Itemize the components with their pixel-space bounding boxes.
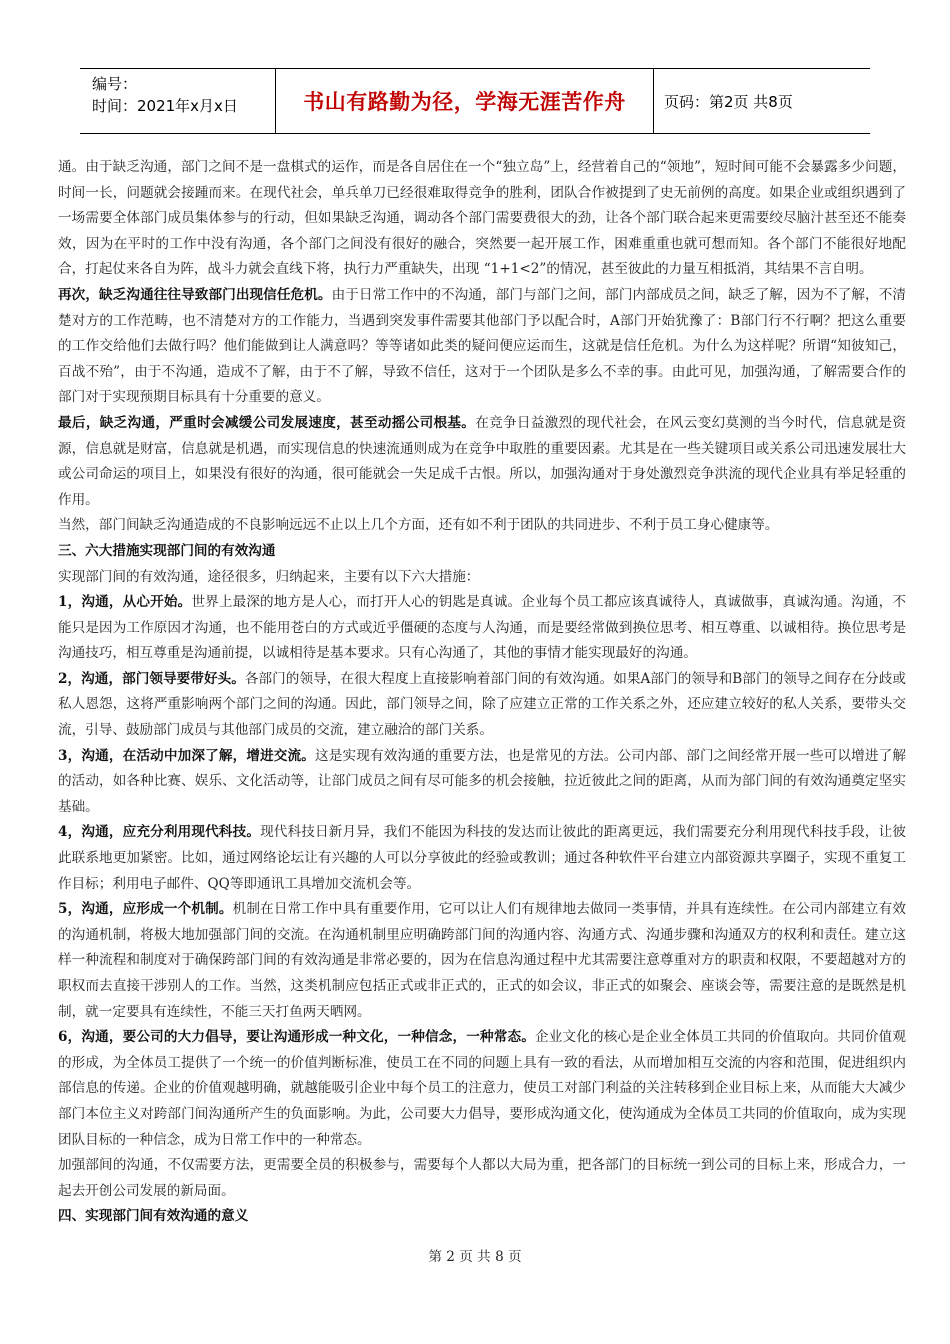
paragraph	[58, 820, 906, 897]
paragraph	[58, 155, 906, 283]
paragraph	[58, 411, 906, 513]
paragraph-bold-lead: 4，沟通，应充分利用现代科技。	[58, 824, 261, 841]
paragraph-bold-lead: 5，沟通，应形成一个机制。	[58, 901, 233, 918]
paragraph-text: 各部门的领导，在很大程度上直接影响着部门间的有效沟通。如果A部门的领导和B部门的领导之间存在分歧或私人恩怨，这将严重影响两个部门之间的沟通。因此，部门领导之间，除了应建立正常的工作关系之外，还应建立较好的私人关系，要带头交流，引导、鼓励部门成员与其他部门成员的交流，建立融洽的部门关系。	[58, 670, 906, 739]
paragraph	[58, 667, 906, 744]
document-time-label: 时间：2021年x月x日	[92, 97, 238, 115]
paragraph-bold-lead: 3，沟通，在活动中加深了解，增进交流。	[58, 747, 316, 764]
paragraph-text: 由于日常工作中的不沟通，部门与部门之间，部门内部成员之间，缺乏了解，因为不了解，不清楚对方的工作范畴，也不清楚对方的工作能力，当遇到突发事件需要其他部门予以配合时，A部门开始犹豫了：B部门行不行啊？把这么重要的工作交给他们去做行吗？他们能做到让人满意吗？等等诸如此类的疑问便应运而生，这就是信任危机。为什么为这样呢？所谓“知彼知己，百战不殆”，由于不沟通，造成不了解，由于不了解，导致不信任，这对于一个团队是多么不幸的事。由此可见，加强沟通，了解需要合作的部门对于实现预期目标具有十分重要的意义。	[58, 286, 906, 406]
paragraph-text: 这是实现有效沟通的重要方法，也是常见的方法。公司内部、部门之间经常开展一些可以增进了解的活动，如各种比赛、娱乐、文化活动等，让部门成员之间有尽可能多的机会接触，拉近彼此之间的距离，从而为部门间的有效沟通奠定坚实基础。	[58, 747, 906, 815]
header-meta	[80, 69, 276, 133]
header-motto: 书山有路勤为径，学海无涯苦作舟	[276, 69, 654, 133]
header-page-number: 页码：第2页 共8页	[664, 92, 793, 111]
paragraph	[58, 565, 906, 591]
paragraph	[58, 1153, 906, 1204]
paragraph-bold-lead: 2，沟通，部门领导要带好头。	[58, 670, 245, 687]
section-heading-text: 三、六大措施实现部门间的有效沟通	[58, 542, 276, 559]
paragraph-bold-lead: 1，沟通，从心开始。	[58, 594, 192, 611]
paragraph-text: 机制在日常工作中具有重要作用，它可以让人们有规律地去做同一类事情，并具有连续性。在公司内部建立有效的沟通机制，将极大地加强部门间的交流。在沟通机制里应明确跨部门间的沟通内容、沟通方式、沟通步骤和沟通双方的权利和责任。建立这样一种流程和制度对于确保跨部门间的有效沟通是非常必要的，因为在信息沟通过程中尤其需要注意尊重对方的职责和权限，不要超越对方的职权而去直接干涉别人的工作。当然，这类机制应包括正式或非正式的，正式的如会议，非正式的如聚会、座谈会等，需要注意的是既然是机制，就一定要具有连续性，不能三天打鱼两天晒网。	[58, 901, 906, 1020]
paragraph-text: 世界上最深的地方是人心，而打开人心的钥匙是真诚。企业每个员工都应该真诚待人，真诚做事，真诚沟通。沟通，不能只是因为工作原因才沟通，也不能用苍白的方式或近乎僵硬的态度与人沟通，而是要经常做到换位思考、相互尊重、以诚相待。换位思考是沟通技巧，相互尊重是沟通前提，以诚相待是基本要求。只有心沟通了，其他的事情才能实现最好的沟通。	[58, 594, 906, 662]
paragraph-text: 当然，部门间缺乏沟通造成的不良影响远远不止以上几个方面，还有如不利于团队的共同进步、不利于员工身心健康等。	[58, 517, 779, 534]
paragraph-bold-lead: 再次，缺乏沟通往往导致部门出现信任危机。	[58, 286, 332, 303]
paragraph-text: 企业文化的核心是企业全体员工共同的价值取向。共同价值观的形成，为全体员工提供了一个统一的价值判断标准，使员工在不同的问题上具有一致的看法，从而增加相互交流的内容和范围，促进组织内部信息的传递。企业的价值观越明确，就越能吸引企业中每个员工的注意力，使员工对部门利益的关注转移到企业目标上来，从而能大大减少部门本位主义对跨部门间沟通所产生的负面影响。为此，公司要大力倡导，要形成沟通文化，使沟通成为全体员工共同的价值取向，成为实现团队目标的一种信念，成为日常工作中的一种常态。	[58, 1029, 906, 1148]
paragraph	[58, 513, 906, 539]
document-number-label: 编号：	[92, 75, 138, 93]
paragraph-text: 通。由于缺乏沟通，部门之间不是一盘棋式的运作，而是各自居住在一个“独立岛”上，经营着自己的“领地”，短时间可能不会暴露多少问题，时间一长，问题就会接踵而来。在现代社会，单兵单刀已经很难取得竞争的胜利，团队合作被提到了史无前例的高度。如果企业或组织遇到了一场需要全体部门成员集体参与的行动，但如果缺乏沟通，调动各个部门需要费很大的劲，让各个部门联合起来更需要绞尽脑汁甚至还不能奏效，因为在平时的工作中没有沟通，各个部门之间没有很好的融合，突然要一起开展工作，困难重重也就可想而知。各个部门不能很好地配合，打起仗来各自为阵，战斗力就会直线下将，执行力严重缺失，出现 “1+1<2”的情况，甚至彼此的力量互相抵消，其结果不言自明。	[58, 159, 906, 278]
paragraph-text: 实现部门间的有效沟通，途径很多，归纳起来，主要有以下六大措施：	[58, 568, 480, 585]
paragraph	[58, 897, 906, 1025]
paragraph-bold-lead: 最后，缺乏沟通，严重时会减缓公司发展速度，甚至动摇公司根基。	[58, 414, 476, 431]
document-body	[58, 155, 906, 1230]
page-header	[80, 68, 870, 134]
paragraph	[58, 590, 906, 667]
paragraph	[58, 283, 906, 411]
paragraph-text: 加强部间的沟通，不仅需要方法，更需要全员的积极参与，需要每个人都以大局为重，把各部门的目标统一到公司的目标上来，形成合力，一起去开创公司发展的新局面。	[58, 1157, 906, 1199]
page-footer: 第 2 页 共 8 页	[428, 1249, 522, 1265]
section-heading	[58, 539, 906, 565]
section-heading	[58, 1204, 906, 1230]
paragraph	[58, 744, 906, 821]
paragraph-text: 在竞争日益激烈的现代社会，在风云变幻莫测的当今时代，信息就是资源，信息就是财富，信息就是机遇，而实现信息的快速流通则成为在竞争中取胜的重要因素。尤其是在一些关键项目或关系公司迅速发展壮大或公司命运的项目上，如果没有很好的沟通，很可能就会一失足成千古恨。所以，加强沟通对于身处激烈竞争洪流的现代企业具有举足轻重的作用。	[58, 414, 906, 508]
paragraph-bold-lead: 6，沟通，要公司的大力倡导，要让沟通形成一种文化，一种信念，一种常态。	[58, 1029, 535, 1046]
section-heading-text: 四、实现部门间有效沟通的意义	[58, 1208, 249, 1225]
paragraph-text: 现代科技日新月异，我们不能因为科技的发达而让彼此的距离更远，我们需要充分利用现代科技手段，让彼此联系地更加紧密。比如，通过网络论坛让有兴趣的人可以分享彼此的经验或教训；通过各种软件平台建立内部资源共享圈子，实现不重复工作目标；利用电子邮件、QQ等即通讯工具增加交流机会等。	[58, 824, 906, 892]
paragraph	[58, 1025, 906, 1153]
